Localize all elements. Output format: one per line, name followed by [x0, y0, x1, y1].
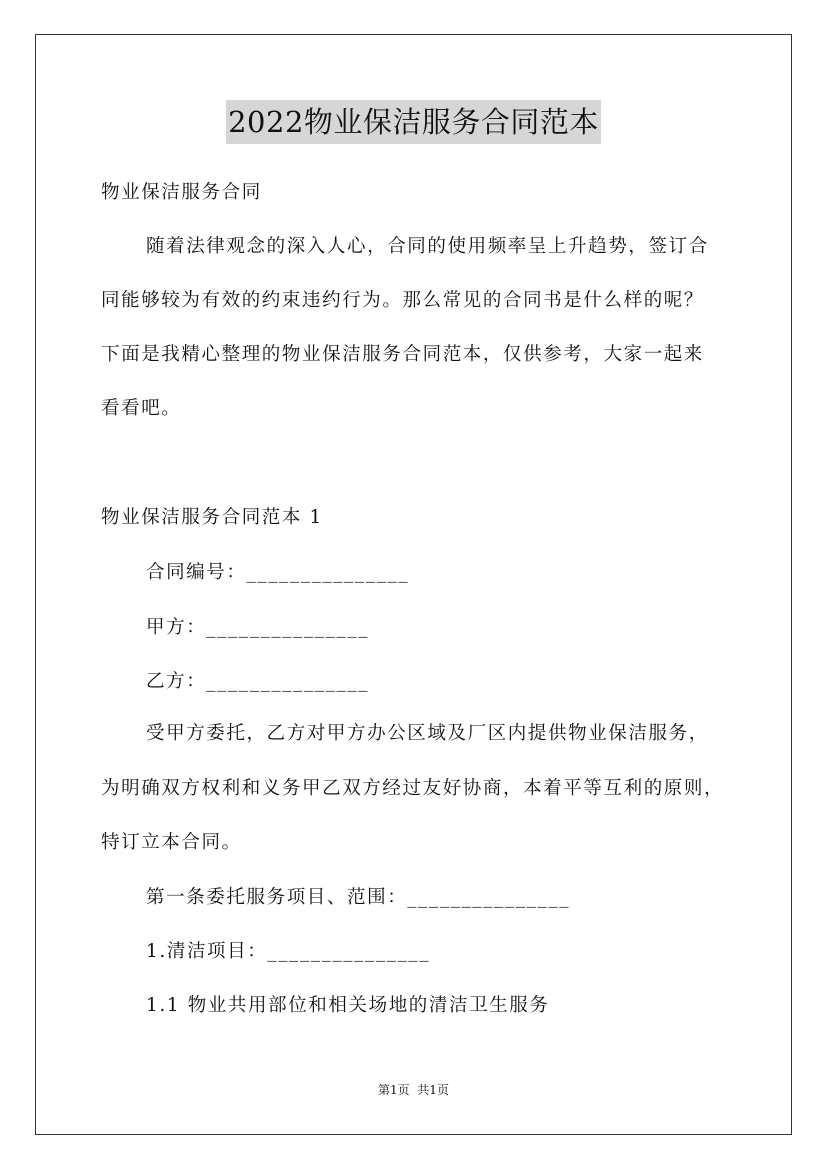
document-title: 2022物业保洁服务合同范本 — [226, 100, 601, 144]
party-a-field: 甲方：_______________ — [146, 617, 370, 638]
section-heading: 物业保洁服务合同范本 1 — [101, 507, 323, 528]
clause-line: 1.清洁项目：_______________ — [146, 941, 431, 962]
paragraph-line: 受甲方委托，乙方对甲方办公区域及厂区内提供物业保洁服务， — [146, 723, 709, 744]
page-footer: 第1页 共1页 — [378, 1083, 449, 1097]
paragraph-line: 下面是我精心整理的物业保洁服务合同范本，仅供参考，大家一起来 — [101, 344, 705, 365]
paragraph-line: 随着法律观念的深入人心，合同的使用频率呈上升趋势，签订合 — [146, 236, 709, 257]
paragraph-line: 为明确双方权利和义务甲乙双方经过友好协商，本着平等互利的原则， — [101, 778, 725, 799]
clause-line: 1.1 物业共用部位和相关场地的清洁卫生服务 — [146, 995, 550, 1016]
clause-line: 第一条委托服务项目、范围：_______________ — [146, 887, 571, 908]
paragraph-line: 看看吧。 — [101, 398, 182, 419]
contract-number-field: 合同编号：_______________ — [146, 562, 410, 583]
party-b-field: 乙方：_______________ — [146, 671, 370, 692]
paragraph-line: 特订立本合同。 — [101, 832, 242, 853]
paragraph-line: 同能够较为有效的约束违约行为。那么常见的合同书是什么样的呢？ — [101, 290, 705, 311]
section-heading: 物业保洁服务合同 — [101, 182, 262, 203]
title-container — [0, 100, 827, 144]
